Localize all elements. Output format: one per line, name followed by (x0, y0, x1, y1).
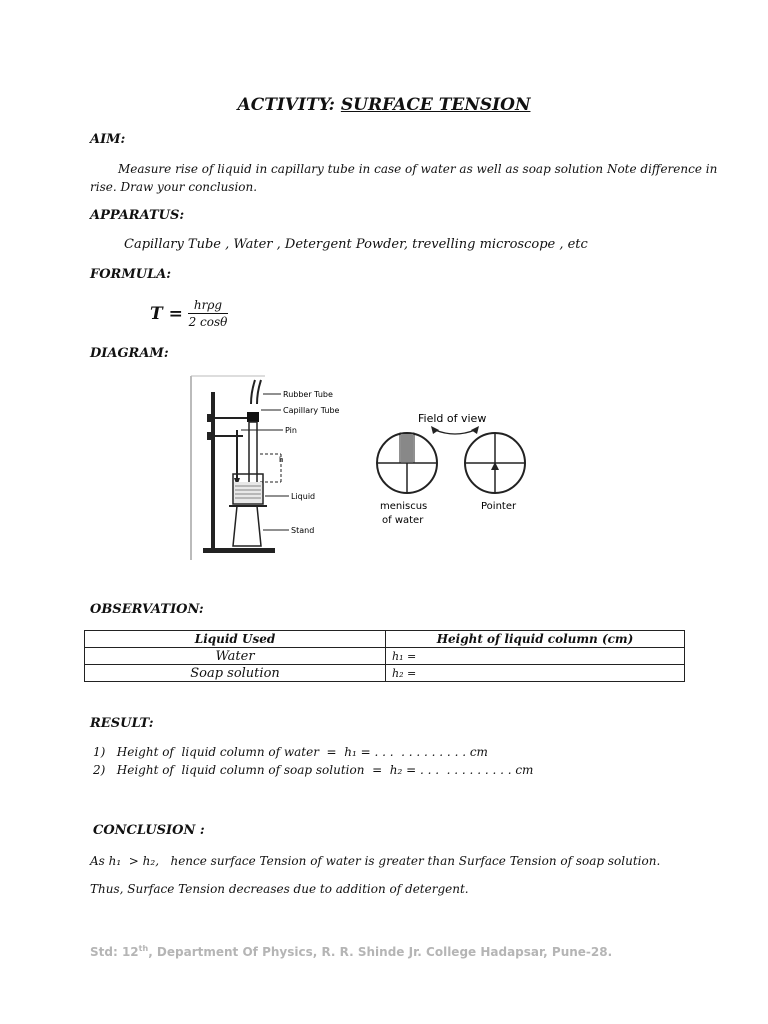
label-h: h (279, 456, 284, 464)
page-footer (90, 944, 612, 959)
conclusion-line-2: Thus, Surface Tension decreases due to addition of detergent. (90, 882, 469, 896)
formula-denominator: 2 cosθ (188, 315, 228, 329)
conclusion-heading: CONCLUSION : (93, 823, 205, 838)
formula-heading: FORMULA: (90, 267, 172, 282)
diagram-heading: DIAGRAM: (90, 346, 169, 361)
label-meniscus-1: meniscus (380, 501, 428, 512)
platform-stand (233, 506, 261, 546)
observation-table (84, 630, 685, 682)
capillary-tube (249, 422, 257, 492)
footer-pre: Std: 12 (90, 945, 139, 959)
stand-base (203, 548, 275, 553)
aim-heading: AIM: (90, 132, 126, 147)
title-prefix: ACTIVITY: (237, 95, 341, 115)
table-cell-liquid: Soap solution (85, 665, 386, 682)
apparatus-heading: APPARATUS: (90, 208, 185, 223)
conclusion-line-1: As h₁ > h₂, hence surface Tension of water is greater than Surface Tension of soap solution. (90, 854, 661, 868)
table-cell-height: h₁ = (386, 648, 685, 665)
aim-line-1: Measure rise of liquid in capillary tube in case of water as well as soap solution Note difference in (118, 162, 718, 176)
label-meniscus-2: of water (382, 515, 424, 526)
label-pin: Pin (285, 426, 297, 435)
table-cell-liquid: Water (85, 648, 386, 665)
footer-sup: th (138, 944, 149, 953)
column-header: Liquid Used (85, 631, 386, 648)
capillary-diagram (185, 370, 555, 565)
result-item-2: 2) Height of liquid column of soap solution = h₂ = . . . . . . . . . . . . cm (93, 763, 534, 777)
table-row (85, 648, 685, 665)
meniscus-view (377, 433, 437, 493)
label-capillary-tube: Capillary Tube (283, 406, 340, 415)
label-stand: Stand (291, 526, 315, 535)
table-row (85, 665, 685, 682)
aim-line-2: rise. Draw your conclusion. (90, 180, 258, 194)
apparatus-text: Capillary Tube , Water , Detergent Powder, trevelling microscope , etc (124, 237, 588, 252)
label-liquid: Liquid (291, 492, 316, 501)
page-title (0, 95, 768, 115)
formula-lhs: T = (150, 304, 183, 324)
rubber-tube (251, 380, 255, 404)
formula-fraction (188, 298, 228, 329)
formula-numerator: hrρg (188, 298, 228, 314)
column-header: Height of liquid column (cm) (386, 631, 685, 648)
result-item-1: 1) Height of liquid column of water = h₁ = . . . . . . . . . . . . cm (93, 745, 488, 759)
label-pointer: Pointer (481, 501, 517, 512)
table-cell-height: h₂ = (386, 665, 685, 682)
observation-heading: OBSERVATION: (90, 602, 204, 617)
result-heading: RESULT: (90, 716, 154, 731)
table-header-row (85, 631, 685, 648)
label-field-of-view: Field of view (418, 412, 487, 425)
label-rubber-tube: Rubber Tube (283, 390, 333, 399)
pointer-view (465, 433, 525, 493)
footer-post: , Department Of Physics, R. R. Shinde Jr. College Hadapsar, Pune-28. (148, 945, 613, 959)
title-main: SURFACE TENSION (340, 95, 531, 115)
